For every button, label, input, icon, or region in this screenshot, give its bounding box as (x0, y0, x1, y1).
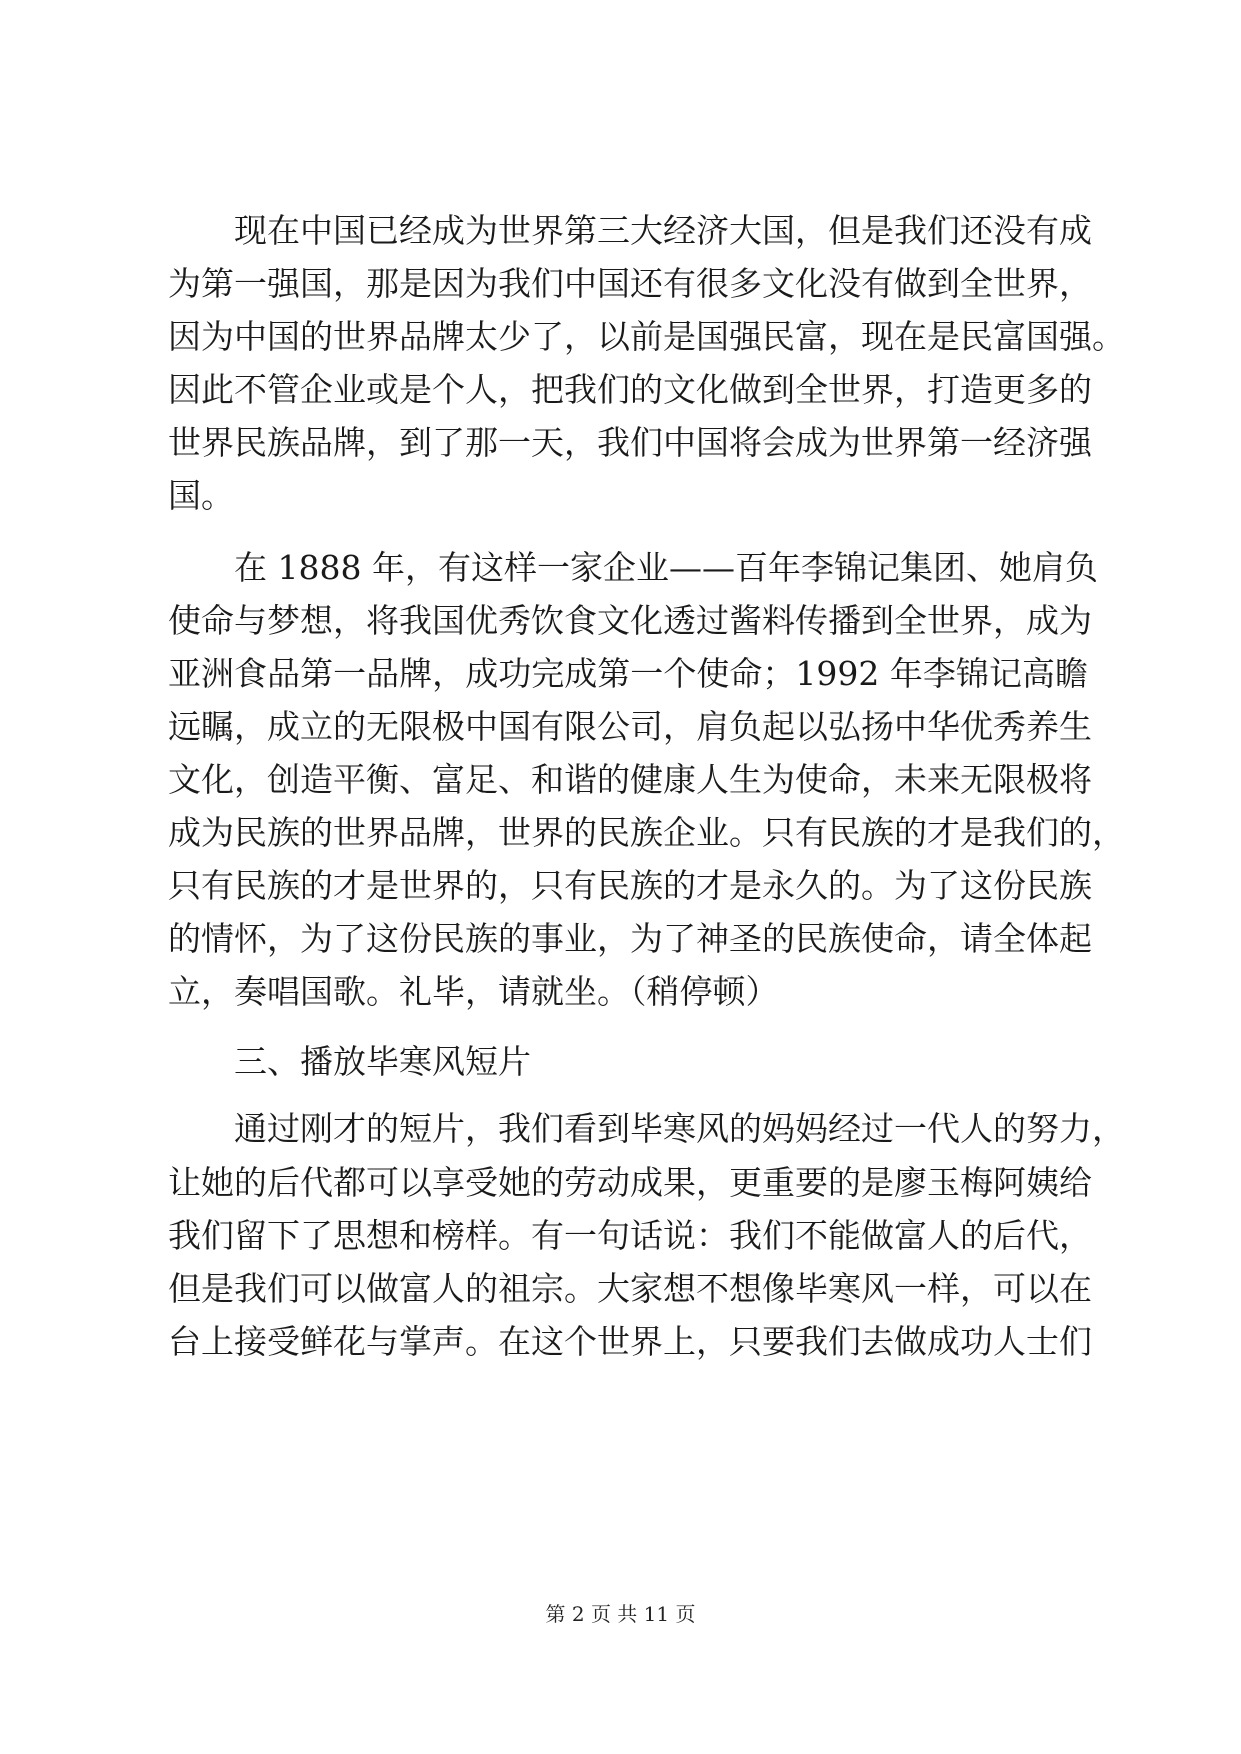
paragraph-line: 现在中国已经成为世界第三大经济大国，但是我们还没有成 (234, 211, 1092, 250)
paragraph-line: 世界民族品牌，到了那一天，我们中国将会成为世界第一经济强 (168, 423, 1092, 462)
paragraph-line: 成为民族的世界品牌，世界的民族企业。只有民族的才是我们的， (168, 813, 1125, 852)
paragraph-line: 立，奏唱国歌。礼毕，请就坐。（稍停顿） (168, 972, 779, 1011)
paragraph-line: 国。 (168, 476, 234, 515)
section-heading: 三、播放毕寒风短片 (234, 1042, 531, 1081)
paragraph-line: 在 1888 年，有这样一家企业——百年李锦记集团、她肩负 (234, 548, 1098, 587)
paragraph-line: 使命与梦想，将我国优秀饮食文化透过酱料传播到全世界，成为 (168, 601, 1092, 640)
paragraph-line: 但是我们可以做富人的祖宗。大家想不想像毕寒风一样，可以在 (168, 1269, 1092, 1308)
paragraph-line: 因为中国的世界品牌太少了，以前是国强民富，现在是民富国强。 (168, 317, 1125, 356)
paragraph-line: 远瞩，成立的无限极中国有限公司，肩负起以弘扬中华优秀养生 (168, 707, 1092, 746)
paragraph-line: 只有民族的才是世界的，只有民族的才是永久的。为了这份民族 (168, 866, 1092, 905)
paragraph-line: 的情怀，为了这份民族的事业，为了神圣的民族使命，请全体起 (168, 919, 1092, 958)
paragraph-line: 让她的后代都可以享受她的劳动成果，更重要的是廖玉梅阿姨给 (168, 1163, 1092, 1202)
page-number-footer: 第 2 页 共 11 页 (545, 1602, 696, 1626)
paragraph-line: 亚洲食品第一品牌，成功完成第一个使命；1992 年李锦记高瞻 (168, 654, 1088, 693)
paragraph-line: 通过刚才的短片，我们看到毕寒风的妈妈经过一代人的努力， (234, 1109, 1125, 1148)
paragraph-line: 文化，创造平衡、富足、和谐的健康人生为使命，未来无限极将 (168, 760, 1092, 799)
paragraph-line: 因此不管企业或是个人，把我们的文化做到全世界，打造更多的 (168, 370, 1092, 409)
paragraph-line: 我们留下了思想和榜样。有一句话说：我们不能做富人的后代， (168, 1216, 1092, 1255)
paragraph-line: 台上接受鲜花与掌声。在这个世界上，只要我们去做成功人士们 (168, 1322, 1092, 1361)
paragraph-line: 为第一强国，那是因为我们中国还有很多文化没有做到全世界， (168, 264, 1092, 303)
